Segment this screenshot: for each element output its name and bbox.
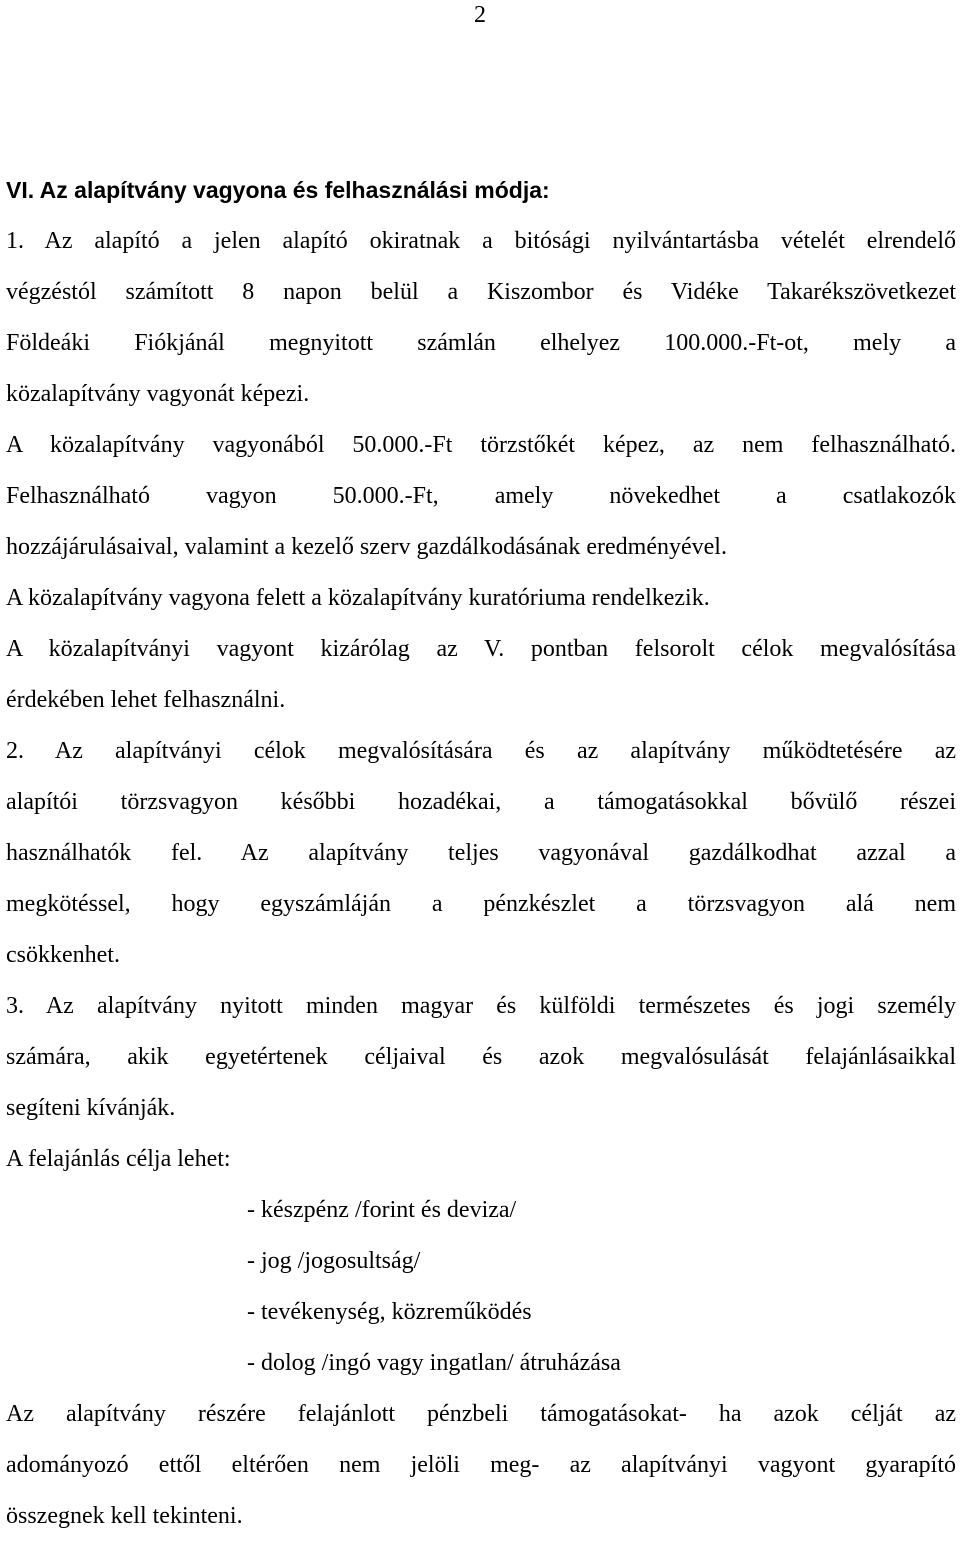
- text-line: érdekében lehet felhasználni.: [6, 687, 286, 713]
- text-line: A közalapítvány vagyona felett a közalapítvány kuratóriuma rendelkezik.: [6, 585, 710, 611]
- text-line: A közalapítványi vagyont kizárólag az V. pontban felsorolt célok megvalósítása: [6, 636, 956, 662]
- text-line: 2. Az alapítványi célok megvalósítására és az alapítvány működtetésére az: [6, 738, 956, 764]
- text-line: Felhasználható vagyon 50.000.-Ft, amely növekedhet a csatlakozók: [6, 483, 956, 509]
- text-line: A közalapítvány vagyonából 50.000.-Ft törzstőkét képez, az nem felhasználható.: [6, 432, 956, 458]
- text-line: alapítói törzsvagyon későbbi hozadékai, a támogatásokkal bővülő részei: [6, 789, 956, 815]
- section-heading: VI. Az alapítvány vagyona és felhasználási módja:: [6, 177, 550, 203]
- list-item: - jog /jogosultság/: [247, 1248, 421, 1274]
- page-number: 2: [474, 2, 486, 28]
- text-line: csökkenhet.: [6, 942, 120, 968]
- text-line: 3. Az alapítvány nyitott minden magyar és külföldi természetes és jogi személy: [6, 993, 956, 1019]
- text-line: A felajánlás célja lehet:: [6, 1146, 231, 1172]
- text-line: összegnek kell tekinteni.: [6, 1503, 243, 1529]
- document-body: [6, 165, 956, 1542]
- list-item: - tevékenység, közreműködés: [247, 1299, 532, 1325]
- text-line: adományozó ettől eltérően nem jelöli meg- az alapítványi vagyont gyarapító: [6, 1452, 956, 1478]
- text-line: megkötéssel, hogy egyszámláján a pénzkészlet a törzsvagyon alá nem: [6, 891, 956, 917]
- text-line: segíteni kívánják.: [6, 1095, 176, 1121]
- text-line: 1. Az alapító a jelen alapító okiratnak a bitósági nyilvántartásba vételét elrendelő: [6, 228, 956, 254]
- text-line: végzéstól számított 8 napon belül a Kiszombor és Vidéke Takarékszövetkezet: [6, 279, 956, 305]
- text-line: számára, akik egyetértenek céljaival és azok megvalósulását felajánlásaikkal: [6, 1044, 956, 1070]
- text-line: Földeáki Fiókjánál megnyitott számlán elhelyez 100.000.-Ft-ot, mely a: [6, 330, 956, 356]
- text-line: használhatók fel. Az alapítvány teljes vagyonával gazdálkodhat azzal a: [6, 840, 956, 866]
- text-line: hozzájárulásaival, valamint a kezelő szerv gazdálkodásának eredményével.: [6, 534, 727, 560]
- list-item: - készpénz /forint és deviza/: [247, 1197, 517, 1223]
- text-line: Az alapítvány részére felajánlott pénzbeli támogatásokat- ha azok célját az: [6, 1401, 956, 1427]
- text-line: közalapítvány vagyonát képezi.: [6, 381, 310, 407]
- list-item: - dolog /ingó vagy ingatlan/ átruházása: [247, 1350, 621, 1376]
